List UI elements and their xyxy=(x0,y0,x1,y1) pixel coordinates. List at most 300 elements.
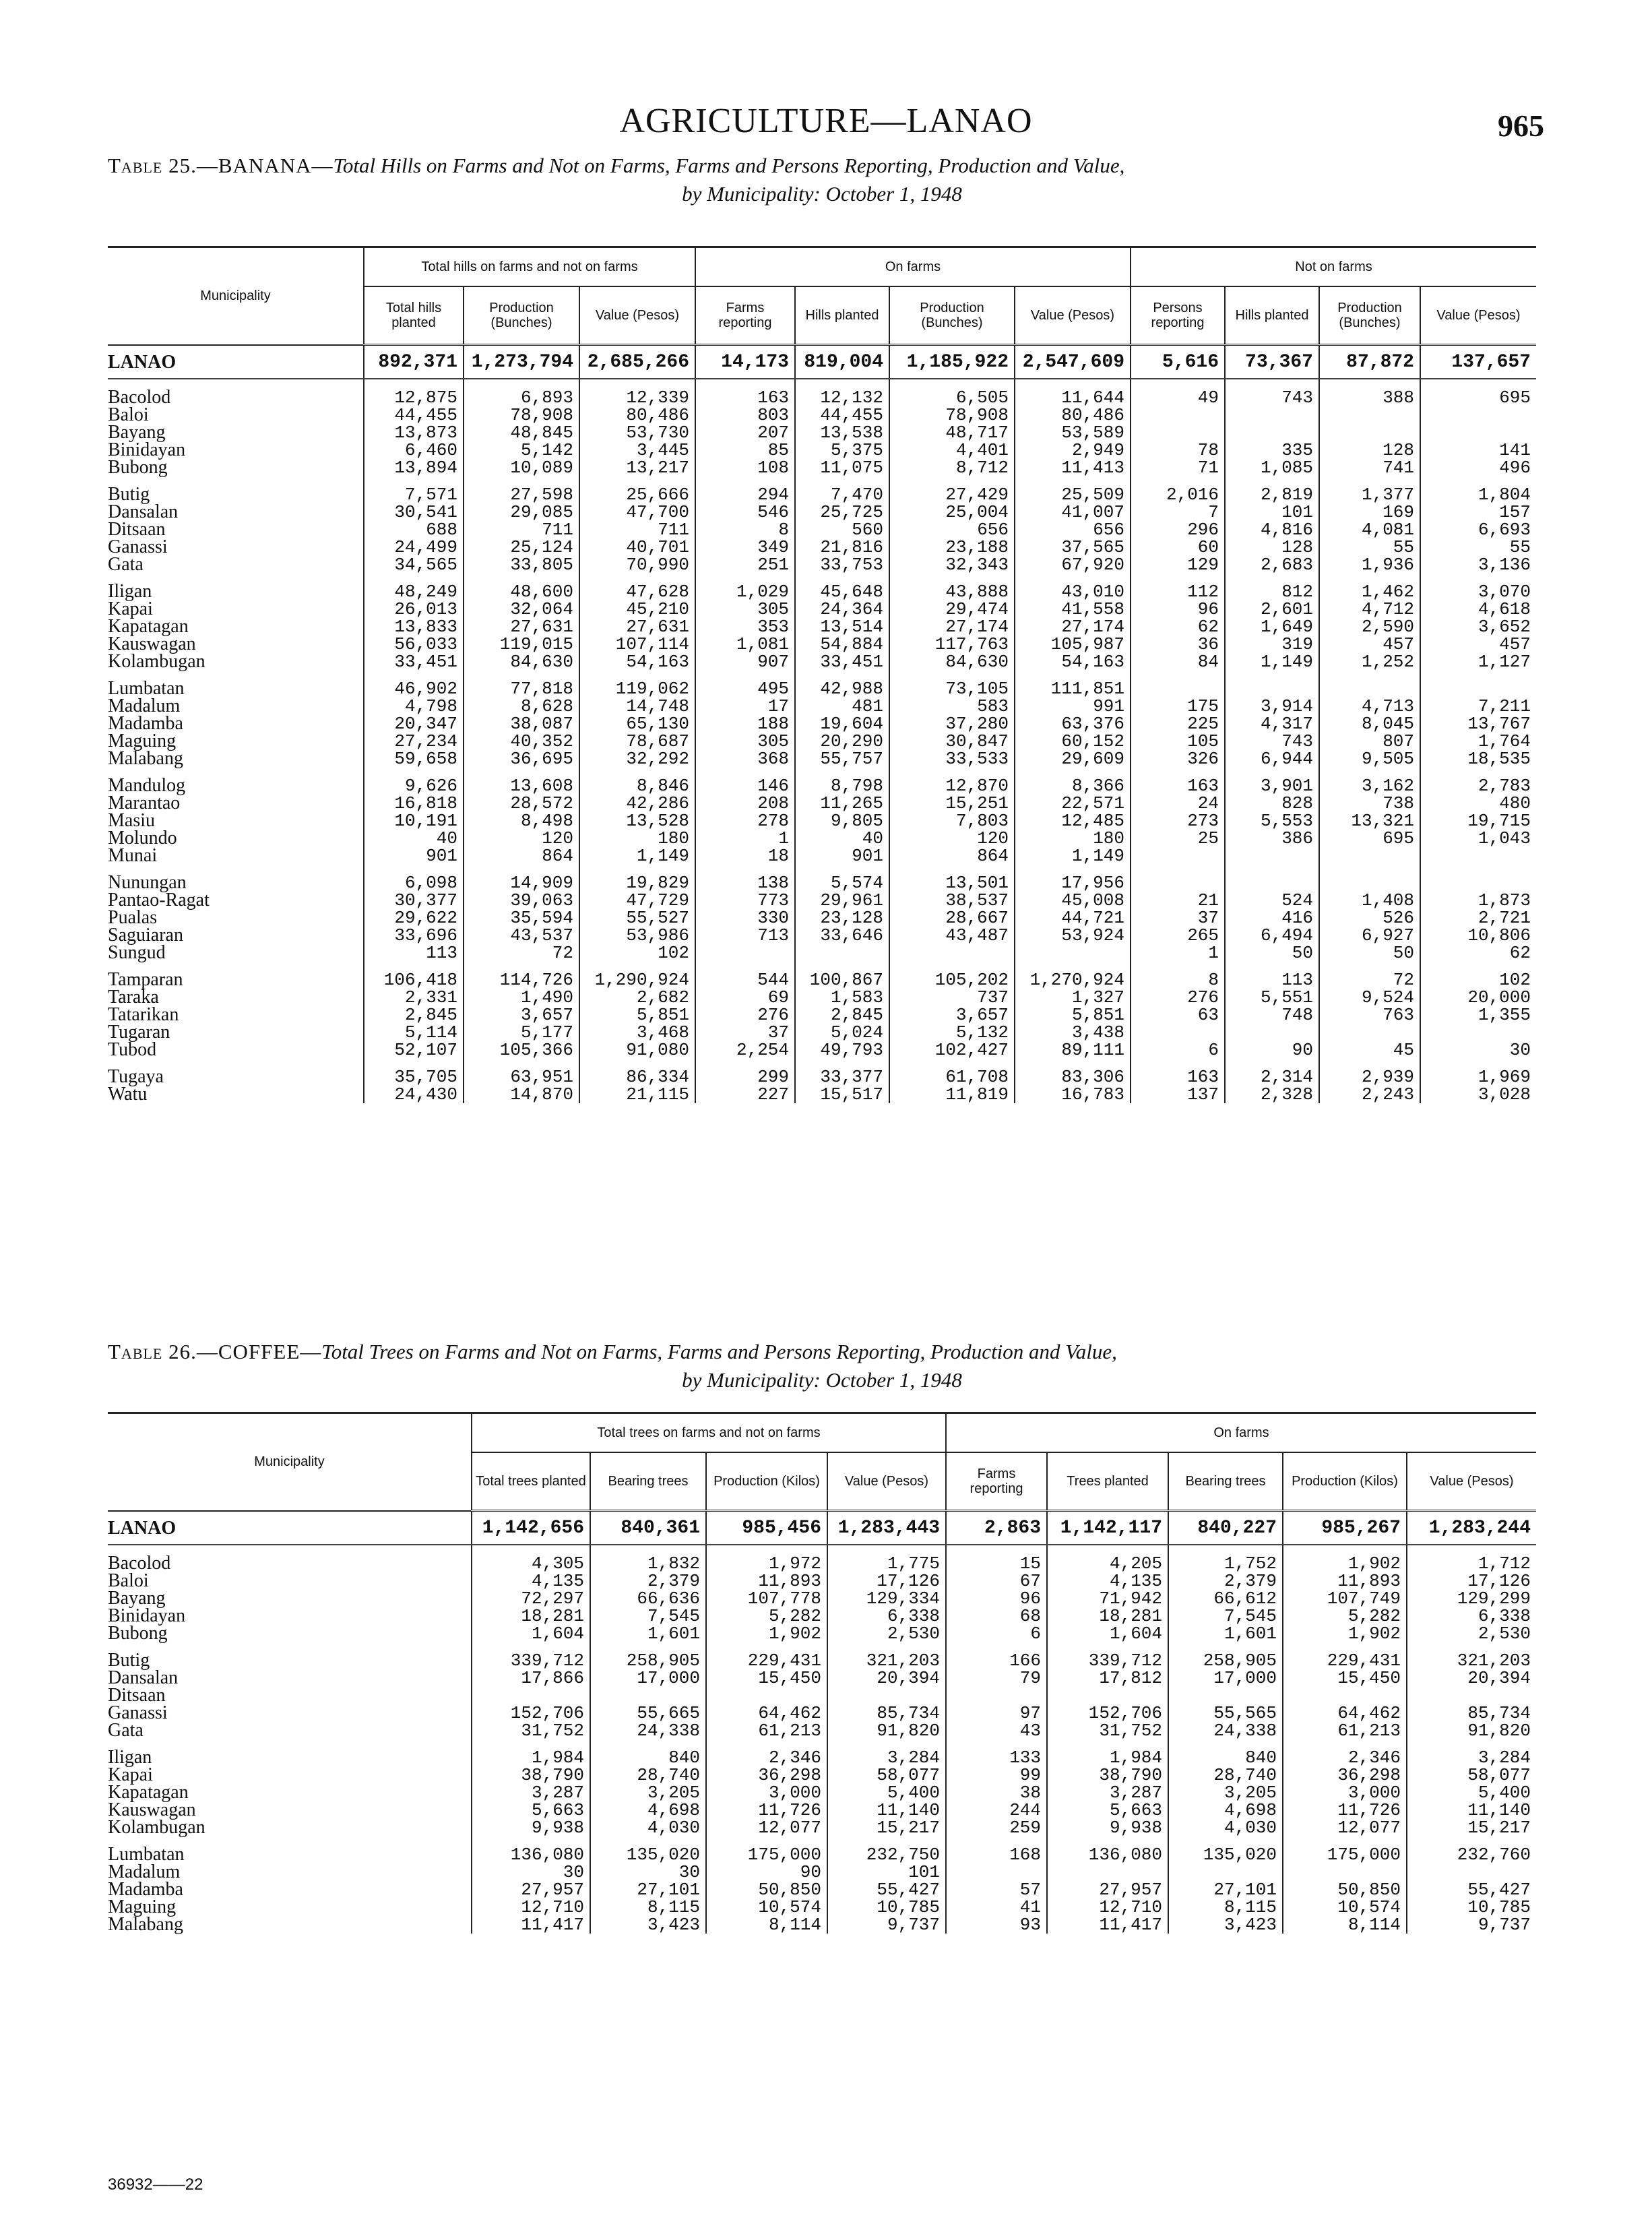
value-cell: 32,064 xyxy=(464,600,579,618)
value-cell: 137,657 xyxy=(1420,345,1536,379)
value-cell: 114,726 xyxy=(464,962,579,989)
value-cell: 21,115 xyxy=(579,1086,695,1103)
value-cell xyxy=(1407,1863,1536,1881)
value-cell: 12,710 xyxy=(1047,1898,1168,1916)
value-cell: 108 xyxy=(695,459,795,476)
value-cell: 695 xyxy=(1420,379,1536,406)
table-row xyxy=(108,1642,1536,1669)
value-cell: 101 xyxy=(827,1863,946,1881)
table-row xyxy=(108,1739,1536,1766)
value-cell: 55,665 xyxy=(590,1704,706,1722)
value-cell: 73,105 xyxy=(889,671,1015,698)
value-cell: 41,007 xyxy=(1015,503,1131,521)
value-cell: 20,394 xyxy=(827,1669,946,1687)
value-cell: 1,764 xyxy=(1420,733,1536,750)
value-cell: 265 xyxy=(1131,927,1225,944)
value-cell: 10,806 xyxy=(1420,927,1536,944)
value-cell: 1,283,244 xyxy=(1407,1511,1536,1545)
value-cell: 688 xyxy=(364,521,464,538)
value-cell xyxy=(1283,1687,1407,1704)
table-26-caption-rest: Total Trees on Farms and Not on Farms, Farms and Persons Reporting, Production and Value, xyxy=(321,1340,1117,1363)
t26-body xyxy=(108,1511,1536,1934)
value-cell: 14,748 xyxy=(579,698,695,715)
value-cell: 1,462 xyxy=(1319,574,1420,600)
value-cell: 339,712 xyxy=(472,1642,590,1669)
t25-col-nonfarm-value: Value (Pesos) xyxy=(1420,286,1536,345)
value-cell: 40 xyxy=(795,830,889,847)
value-cell: 5,551 xyxy=(1225,989,1319,1006)
table-row xyxy=(108,865,1536,892)
value-cell xyxy=(946,1687,1047,1704)
value-cell: 278 xyxy=(695,812,795,830)
value-cell: 27,234 xyxy=(364,733,464,750)
value-cell: 48,600 xyxy=(464,574,579,600)
municipality-cell: Malabang xyxy=(108,1914,183,1935)
municipality-cell: Binidayan xyxy=(108,439,186,460)
table-row xyxy=(108,1625,1536,1642)
value-cell: 258,905 xyxy=(1168,1642,1283,1669)
table-row xyxy=(108,1898,1536,1916)
municipality-cell: Maguing xyxy=(108,1896,177,1917)
value-cell: 9,805 xyxy=(795,812,889,830)
t26-col-bearing-trees: Bearing trees xyxy=(590,1452,706,1511)
value-cell: 6,893 xyxy=(464,379,579,406)
value-cell: 31,752 xyxy=(472,1722,590,1739)
t25-body xyxy=(108,345,1536,1104)
value-cell xyxy=(1420,1024,1536,1041)
value-cell: 54,163 xyxy=(1015,653,1131,671)
value-cell: 294 xyxy=(695,476,795,503)
table-row xyxy=(108,636,1536,653)
value-cell: 40 xyxy=(364,830,464,847)
value-cell: 321,203 xyxy=(827,1642,946,1669)
value-cell: 30,541 xyxy=(364,503,464,521)
value-cell: 840 xyxy=(1168,1739,1283,1766)
value-cell: 135,020 xyxy=(590,1836,706,1863)
value-cell: 78,908 xyxy=(889,406,1015,424)
table-row xyxy=(108,768,1536,795)
value-cell xyxy=(1168,1687,1283,1704)
value-cell: 8,498 xyxy=(464,812,579,830)
value-cell: 1,377 xyxy=(1319,476,1420,503)
table-row xyxy=(108,715,1536,733)
value-cell: 60,152 xyxy=(1015,733,1131,750)
municipality-cell: Ganassi xyxy=(108,536,168,557)
value-cell: 69 xyxy=(695,989,795,1006)
value-cell: 43,888 xyxy=(889,574,1015,600)
value-cell: 63 xyxy=(1131,1006,1225,1024)
value-cell: 1,081 xyxy=(695,636,795,653)
value-cell: 1,490 xyxy=(464,989,579,1006)
value-cell: 79 xyxy=(946,1669,1047,1687)
value-cell: 711 xyxy=(464,521,579,538)
value-cell: 41 xyxy=(946,1898,1047,1916)
table-row xyxy=(108,1766,1536,1784)
value-cell: 27,598 xyxy=(464,476,579,503)
value-cell: 6,505 xyxy=(889,379,1015,406)
value-cell: 17,126 xyxy=(827,1572,946,1590)
table-row xyxy=(108,538,1536,556)
value-cell: 67,920 xyxy=(1015,556,1131,574)
value-cell: 55,757 xyxy=(795,750,889,768)
value-cell: 5,375 xyxy=(795,441,889,459)
value-cell: 1,902 xyxy=(1283,1625,1407,1642)
value-cell: 3,205 xyxy=(1168,1784,1283,1801)
value-cell: 47,628 xyxy=(579,574,695,600)
value-cell: 163 xyxy=(695,379,795,406)
value-cell: 1,149 xyxy=(1225,653,1319,671)
value-cell: 11,726 xyxy=(1283,1801,1407,1819)
value-cell: 13,873 xyxy=(364,424,464,441)
municipality-cell: Kolambugan xyxy=(108,1817,205,1838)
table-row xyxy=(108,618,1536,636)
value-cell: 25,666 xyxy=(579,476,695,503)
municipality-cell: Taraka xyxy=(108,987,159,1008)
value-cell: 8,712 xyxy=(889,459,1015,476)
value-cell: 251 xyxy=(695,556,795,574)
value-cell: 71,942 xyxy=(1047,1590,1168,1607)
municipality-cell: Kapai xyxy=(108,598,153,619)
value-cell: 5,177 xyxy=(464,1024,579,1041)
value-cell xyxy=(1420,865,1536,892)
value-cell: 5,282 xyxy=(706,1607,827,1625)
value-cell: 18,281 xyxy=(1047,1607,1168,1625)
value-cell: 299 xyxy=(695,1059,795,1086)
value-cell: 5,663 xyxy=(1047,1801,1168,1819)
value-cell: 80,486 xyxy=(579,406,695,424)
table-row xyxy=(108,733,1536,750)
value-cell: 6,944 xyxy=(1225,750,1319,768)
value-cell: 12,710 xyxy=(472,1898,590,1916)
value-cell: 3,000 xyxy=(1283,1784,1407,1801)
value-cell: 18,535 xyxy=(1420,750,1536,768)
value-cell: 60 xyxy=(1131,538,1225,556)
value-cell: 27,101 xyxy=(590,1881,706,1898)
value-cell: 6,927 xyxy=(1319,927,1420,944)
value-cell: 175,000 xyxy=(706,1836,827,1863)
value-cell xyxy=(695,944,795,962)
municipality-cell: Bubong xyxy=(108,457,168,478)
value-cell: 13,501 xyxy=(889,865,1015,892)
value-cell: 40,701 xyxy=(579,538,695,556)
value-cell: 10,191 xyxy=(364,812,464,830)
value-cell: 864 xyxy=(889,847,1015,865)
table-row xyxy=(108,812,1536,830)
value-cell: 24 xyxy=(1131,795,1225,812)
value-cell: 28,667 xyxy=(889,909,1015,927)
value-cell xyxy=(1319,847,1420,865)
value-cell: 102 xyxy=(579,944,695,962)
value-cell: 386 xyxy=(1225,830,1319,847)
value-cell: 11,726 xyxy=(706,1801,827,1819)
value-cell: 30,377 xyxy=(364,892,464,909)
value-cell: 10,785 xyxy=(1407,1898,1536,1916)
value-cell: 129 xyxy=(1131,556,1225,574)
value-cell: 9,737 xyxy=(827,1916,946,1934)
value-cell: 5,114 xyxy=(364,1024,464,1041)
value-cell: 495 xyxy=(695,671,795,698)
value-cell: 105,987 xyxy=(1015,636,1131,653)
value-cell xyxy=(1131,865,1225,892)
municipality-cell: Molundo xyxy=(108,828,177,848)
table-25-caption-rest: Total Hills on Farms and Not on Farms, Farms and Persons Reporting, Production and Value, xyxy=(333,154,1125,177)
table-row xyxy=(108,653,1536,671)
value-cell: 5,574 xyxy=(795,865,889,892)
municipality-cell: Pualas xyxy=(108,907,158,928)
value-cell: 229,431 xyxy=(706,1642,827,1669)
value-cell: 6 xyxy=(946,1625,1047,1642)
value-cell: 18 xyxy=(695,847,795,865)
value-cell: 7,803 xyxy=(889,812,1015,830)
value-cell: 65,130 xyxy=(579,715,695,733)
value-cell: 28,572 xyxy=(464,795,579,812)
value-cell: 1,043 xyxy=(1420,830,1536,847)
municipality-cell: LANAO xyxy=(108,1511,472,1545)
value-cell: 27,429 xyxy=(889,476,1015,503)
value-cell: 55,527 xyxy=(579,909,695,927)
value-cell: 1,252 xyxy=(1319,653,1420,671)
municipality-cell: Gata xyxy=(108,1720,144,1741)
municipality-cell: Madamba xyxy=(108,1879,183,1900)
value-cell: 6,693 xyxy=(1420,521,1536,538)
table-row xyxy=(108,424,1536,441)
municipality-cell: Bubong xyxy=(108,1623,168,1644)
municipality-cell: Marantao xyxy=(108,793,181,813)
value-cell: 38,790 xyxy=(1047,1766,1168,1784)
banana-table xyxy=(108,246,1536,1103)
value-cell: 6,338 xyxy=(827,1607,946,1625)
value-cell: 11,819 xyxy=(889,1086,1015,1103)
value-cell xyxy=(1283,1863,1407,1881)
value-cell: 5,663 xyxy=(472,1801,590,1819)
value-cell: 102,427 xyxy=(889,1041,1015,1059)
table-row xyxy=(108,1669,1536,1687)
value-cell: 37 xyxy=(1131,909,1225,927)
table-26-caption-lead: Table 26.—COFFEE— xyxy=(108,1340,322,1363)
value-cell: 129,299 xyxy=(1407,1590,1536,1607)
value-cell xyxy=(946,1863,1047,1881)
value-cell: 2,243 xyxy=(1319,1086,1420,1103)
value-cell: 175 xyxy=(1131,698,1225,715)
value-cell: 180 xyxy=(1015,830,1131,847)
value-cell: 4,698 xyxy=(590,1801,706,1819)
value-cell: 36,298 xyxy=(1283,1766,1407,1784)
value-cell: 64,462 xyxy=(706,1704,827,1722)
value-cell: 169 xyxy=(1319,503,1420,521)
value-cell: 1,601 xyxy=(1168,1625,1283,1642)
value-cell: 62 xyxy=(1420,944,1536,962)
value-cell: 112 xyxy=(1131,574,1225,600)
value-cell: 7,470 xyxy=(795,476,889,503)
value-cell: 656 xyxy=(1015,521,1131,538)
value-cell: 901 xyxy=(795,847,889,865)
value-cell: 21 xyxy=(1131,892,1225,909)
table-row xyxy=(108,476,1536,503)
value-cell: 38,790 xyxy=(472,1766,590,1784)
value-cell: 457 xyxy=(1420,636,1536,653)
value-cell: 72 xyxy=(1319,962,1420,989)
value-cell: 29,085 xyxy=(464,503,579,521)
value-cell: 8,628 xyxy=(464,698,579,715)
t26-col-farms-reporting: Farms reporting xyxy=(946,1452,1047,1511)
value-cell xyxy=(1420,847,1536,865)
value-cell: 39,063 xyxy=(464,892,579,909)
municipality-cell: Watu xyxy=(108,1084,148,1105)
value-cell: 3,438 xyxy=(1015,1024,1131,1041)
value-cell: 46,902 xyxy=(364,671,464,698)
municipality-cell: Dansalan xyxy=(108,501,179,522)
municipality-cell: Lumbatan xyxy=(108,1844,185,1865)
value-cell xyxy=(1225,671,1319,698)
value-cell: 83,306 xyxy=(1015,1059,1131,1086)
value-cell: 24,364 xyxy=(795,600,889,618)
value-cell: 54,163 xyxy=(579,653,695,671)
value-cell: 33,696 xyxy=(364,927,464,944)
value-cell: 19,604 xyxy=(795,715,889,733)
table-row xyxy=(108,962,1536,989)
value-cell: 53,924 xyxy=(1015,927,1131,944)
municipality-cell: Sungud xyxy=(108,942,166,963)
value-cell: 55,427 xyxy=(1407,1881,1536,1898)
value-cell: 3,000 xyxy=(706,1784,827,1801)
value-cell: 33,451 xyxy=(364,653,464,671)
value-cell: 985,456 xyxy=(706,1511,827,1545)
municipality-cell: Tamparan xyxy=(108,969,183,990)
value-cell: 1,283,443 xyxy=(827,1511,946,1545)
value-cell: 743 xyxy=(1225,733,1319,750)
value-cell: 1,327 xyxy=(1015,989,1131,1006)
value-cell: 12,485 xyxy=(1015,812,1131,830)
value-cell: 19,715 xyxy=(1420,812,1536,830)
value-cell: 61,213 xyxy=(1283,1722,1407,1739)
value-cell: 15,450 xyxy=(706,1669,827,1687)
table-26-caption-line2: by Municipality: October 1, 1948 xyxy=(682,1368,962,1392)
value-cell: 70,990 xyxy=(579,556,695,574)
value-cell: 656 xyxy=(889,521,1015,538)
value-cell xyxy=(1131,406,1225,424)
value-cell: 1 xyxy=(1131,944,1225,962)
municipality-cell: Bacolod xyxy=(108,1553,171,1574)
table-26-caption xyxy=(108,1338,1536,1394)
value-cell: 2,530 xyxy=(1407,1625,1536,1642)
table-row xyxy=(108,750,1536,768)
value-cell: 55 xyxy=(1319,538,1420,556)
value-cell: 583 xyxy=(889,698,1015,715)
value-cell: 335 xyxy=(1225,441,1319,459)
total-row xyxy=(108,1511,1536,1545)
table-row xyxy=(108,1801,1536,1819)
value-cell: 24,499 xyxy=(364,538,464,556)
value-cell: 227 xyxy=(695,1086,795,1103)
value-cell: 1,873 xyxy=(1420,892,1536,909)
value-cell: 15,217 xyxy=(827,1819,946,1836)
value-cell: 15,517 xyxy=(795,1086,889,1103)
municipality-cell: Tatarikan xyxy=(108,1004,179,1025)
value-cell: 77,818 xyxy=(464,671,579,698)
value-cell: 2,254 xyxy=(695,1041,795,1059)
value-cell: 96 xyxy=(946,1590,1047,1607)
table-row xyxy=(108,1784,1536,1801)
municipality-cell: Bayang xyxy=(108,1588,166,1609)
municipality-cell: Kapatagan xyxy=(108,616,189,637)
value-cell: 13,514 xyxy=(795,618,889,636)
municipality-cell: Saguiaran xyxy=(108,925,183,946)
value-cell: 3,284 xyxy=(1407,1739,1536,1766)
value-cell: 90 xyxy=(1225,1041,1319,1059)
value-cell: 15,251 xyxy=(889,795,1015,812)
value-cell: 49,793 xyxy=(795,1041,889,1059)
municipality-cell: Ditsaan xyxy=(108,519,166,540)
value-cell: 37,565 xyxy=(1015,538,1131,556)
value-cell: 17,866 xyxy=(472,1669,590,1687)
value-cell: 175,000 xyxy=(1283,1836,1407,1863)
value-cell: 102 xyxy=(1420,962,1536,989)
value-cell: 4,317 xyxy=(1225,715,1319,733)
value-cell: 99 xyxy=(946,1766,1047,1784)
value-cell: 232,750 xyxy=(827,1836,946,1863)
value-cell: 3,028 xyxy=(1420,1086,1536,1103)
value-cell: 23,188 xyxy=(889,538,1015,556)
value-cell: 15,450 xyxy=(1283,1669,1407,1687)
value-cell: 4,698 xyxy=(1168,1801,1283,1819)
value-cell: 319 xyxy=(1225,636,1319,653)
t25-col-persons-reporting: Persons reporting xyxy=(1131,286,1225,345)
value-cell: 25 xyxy=(1131,830,1225,847)
value-cell: 20,394 xyxy=(1407,1669,1536,1687)
value-cell: 11,893 xyxy=(1283,1572,1407,1590)
t26-col-value: Value (Pesos) xyxy=(827,1452,946,1511)
value-cell: 5,282 xyxy=(1283,1607,1407,1625)
value-cell: 305 xyxy=(695,600,795,618)
value-cell: 87,872 xyxy=(1319,345,1420,379)
value-cell: 63,951 xyxy=(464,1059,579,1086)
value-cell: 32,292 xyxy=(579,750,695,768)
value-cell: 56,033 xyxy=(364,636,464,653)
value-cell: 1,601 xyxy=(590,1625,706,1642)
value-cell: 713 xyxy=(695,927,795,944)
municipality-cell: Kauswagan xyxy=(108,1799,196,1820)
value-cell: 12,870 xyxy=(889,768,1015,795)
value-cell: 1,936 xyxy=(1319,556,1420,574)
value-cell: 113 xyxy=(364,944,464,962)
value-cell: 1,984 xyxy=(472,1739,590,1766)
table-row xyxy=(108,1006,1536,1024)
value-cell: 49 xyxy=(1131,379,1225,406)
value-cell: 208 xyxy=(695,795,795,812)
table-row xyxy=(108,1059,1536,1086)
t25-col-nonfarm-production: Production (Bunches) xyxy=(1319,286,1420,345)
value-cell: 8,114 xyxy=(706,1916,827,1934)
value-cell: 101 xyxy=(1225,503,1319,521)
value-cell: 20,347 xyxy=(364,715,464,733)
value-cell: 6 xyxy=(1131,1041,1225,1059)
t25-group-total: Total hills on farms and not on farms xyxy=(364,247,695,287)
value-cell: 4,798 xyxy=(364,698,464,715)
value-cell: 17,956 xyxy=(1015,865,1131,892)
value-cell: 737 xyxy=(889,989,1015,1006)
value-cell: 16,783 xyxy=(1015,1086,1131,1103)
value-cell: 828 xyxy=(1225,795,1319,812)
municipality-cell: Pantao-Ragat xyxy=(108,890,210,910)
value-cell: 152,706 xyxy=(472,1704,590,1722)
value-cell: 7,211 xyxy=(1420,698,1536,715)
value-cell: 11,140 xyxy=(1407,1801,1536,1819)
value-cell: 17,812 xyxy=(1047,1669,1168,1687)
t26-group-total: Total trees on farms and not on farms xyxy=(472,1413,946,1453)
municipality-cell: Nunungan xyxy=(108,872,187,893)
value-cell: 5,553 xyxy=(1225,812,1319,830)
table-row xyxy=(108,927,1536,944)
